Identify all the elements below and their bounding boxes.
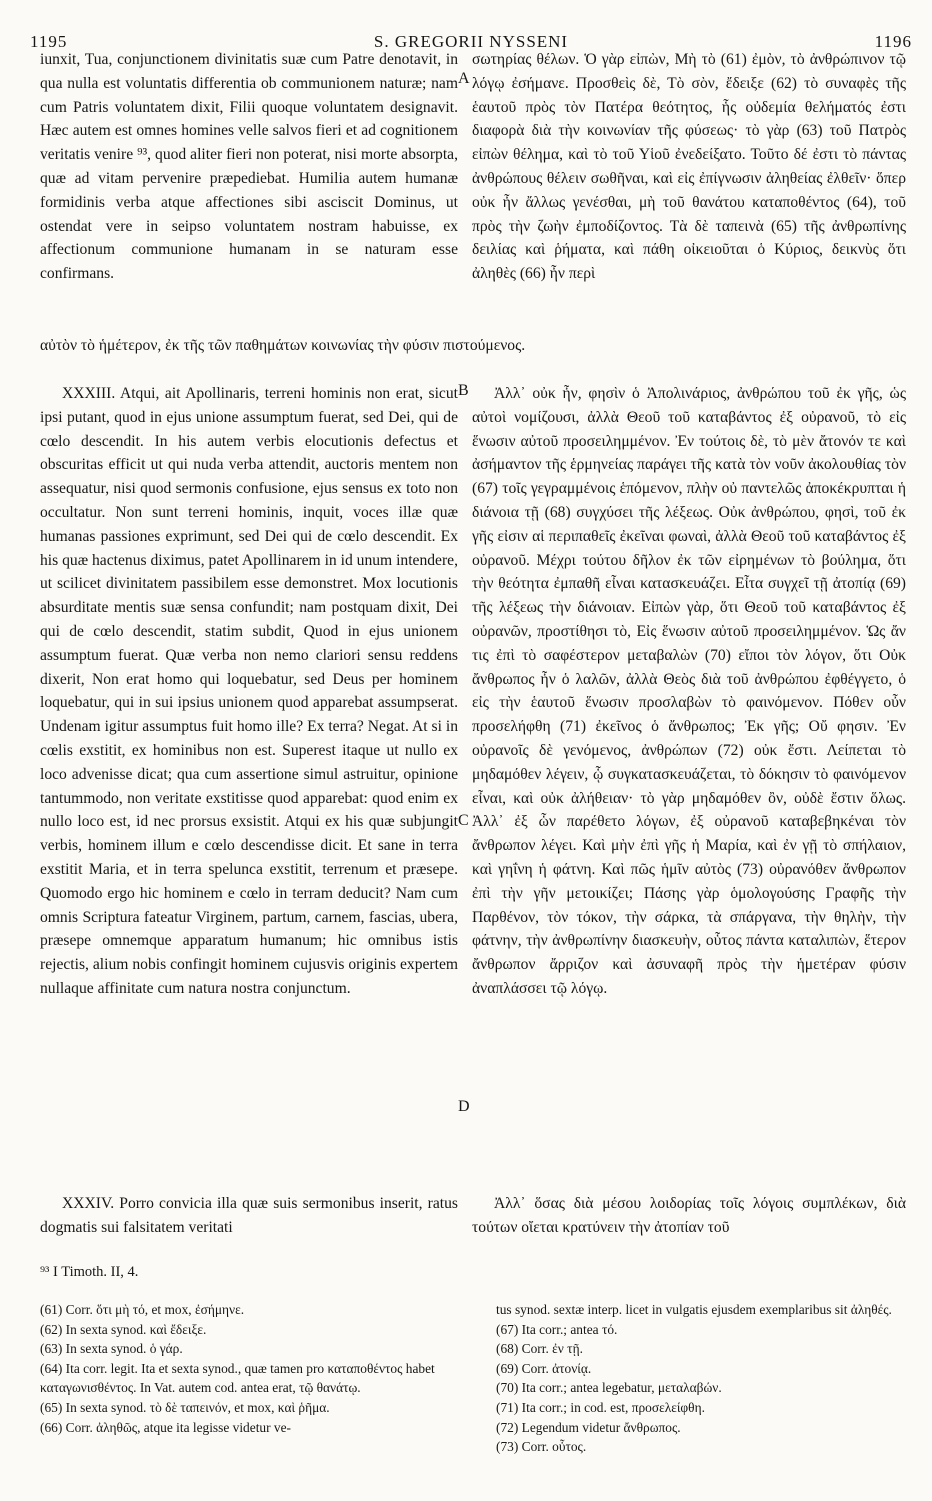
textual-note: (63) In sexta synod. ὁ γάρ. bbox=[40, 1341, 183, 1357]
greek-paragraph: Ἀλλ᾽ οὐκ ἦν, φησὶν ὁ Ἀπολινάριος, ἀνθρώπου τοῦ ἐκ γῆς, ὡς αὐτοὶ νομίζουσι, ἀλλὰ Θεοῦ τοῦ καταβάντος ἐξ οὐρανοῦ, τὸ εἰς ἕνωσιν αὐτοῦ προσειλημμένον. Ἐν τούτοις δὲ, τὸ μὲν ἄτονόν τε καὶ ἀσήμαντον τῆς ἑρμηνείας παράγει τῆς κατὰ τὸν νοῦν ἀκολουθίας τὸν (67) τοῖς γεγραμμένοις ἑπόμενον, πλὴν οὐ παντελῶς ἀποκέκρυπται ἡ διάνοια τῇ (68) συγχύσει τῆς λέξεως. Οὐκ ἀνθρώπου, φησὶ, τοῦ ἐκ γῆς εἰσιν αἱ περιπαθεῖς ἐκεῖναι φωναὶ, ἀλλὰ Θεοῦ τοῦ καταβάντος ἐξ οὐρανοῦ. Μέχρι τούτου δῆλον ἐκ τῶν εἰρημένων τὸ βούλημα, ὅτι τὴν θεότητα ἐμπαθῆ εἶναι κατασκευάζει. Εἶτα συγχεῖ τῇ ἀτοπίᾳ (69) τῆς λέξεως τὴν διάνοιαν. Εἰπὼν γὰρ, ὅτι Θεοῦ τοῦ καταβάντος ἐξ οὐρανῶν, προστίθησι τὸ, Εἰς ἕνωσιν αὐτοῦ προσειλημμένον. Ὡς ἄν τις ἐπὶ τὸ σαφέστερον μεταβαλὼν (70) εἴποι τὸν λόγον, ὅτι Οὐκ ἄνθρωπος ἦν ὁ λαλῶν, ἀλλὰ Θεὸς διὰ τοῦ ἀνθρώπου ἐφθέγγετο, ὁ εἰς τὴν ἑαυτοῦ ἕνωσιν προσλαβὼν τὸ φαινόμενον. Πόθεν οὖν προσελήφθη (71) ἐκεῖνος ὁ ἄνθρωπος; Ἐκ γῆς; Οὔ φησιν. Ἐν οὐρανοῖς δὲ γενόμενος, ἀνθρώπων (72) οὐκ ἔστι. Λείπεται τὸ μηδαμόθεν λέγειν, ᾧ συγκατασκευάζεται, τὸ δόκησιν τὸ φαινόμενον εἶναι, καὶ οὐκ ἀλήθειαν· τὸ γὰρ μηδαμόθεν ὂν, οὐδὲ ἔστιν ὅλως. Ἀλλ᾽ ἐξ ὧν παρέθετο λόγων, ἐξ οὐρανοῦ καταβεβηκέναι τὸν ἄνθρωπον λέγει. Καὶ μὴν ἐπὶ γῆς ἡ Μαρία, καὶ ἐν γῇ τὸ σπήλαιον, καὶ γηΐνη ἡ φάτνη. Καὶ πῶς ἡμῖν αὐτὸς (73) οὐρανόθεν ἄνθρωπον ἐπὶ τὴν γῆν μετοικίζει; Πάσης γὰρ ὁμολογούσης Γραφῆς τὴν Παρθένον, τὸν τόκον, τὴν σάρκα, τὰ σπάργανα, τὴν θηλὴν, τὴν φάτνην, τὴν ἀνθρωπίνην διασκευὴν, οὗτος πάντα καταλιπὼν, ἕτερον ἄνθρωπον ἄρριζον καὶ ἀσυναφῆ πρὸς τὴν ἡμετέραν φύσιν ἀναπλάσσει τῷ λόγῳ. bbox=[472, 385, 906, 997]
margin-letter-c: C bbox=[458, 812, 469, 829]
greek-paragraph: Ἀλλ᾽ ὅσας διὰ μέσου λοιδορίας τοῖς λόγοις συμπλέκων, διὰ τούτων οἴεται κρατύνειν τὴν ἀτοπίαν τοῦ bbox=[472, 1195, 906, 1236]
page-number-left: 1195 bbox=[30, 32, 68, 51]
textual-note: (72) Legendum videtur ἄνθρωπος. bbox=[496, 1419, 681, 1435]
textual-note: (67) Ita corr.; antea τό. bbox=[496, 1321, 618, 1337]
textual-note: (69) Corr. ἀτονίᾳ. bbox=[496, 1360, 592, 1376]
running-title: S. GREGORII NYSSENI bbox=[373, 32, 569, 51]
textual-note: (70) Ita corr.; antea legebatur, μεταλαβών. bbox=[496, 1380, 722, 1396]
textual-note: (64) Ita corr. legit. Ita et sexta synod., quæ tamen pro καταποθέντος habet καταγωνισθέντος. In Vat. autem cod. antea erat, τῷ θανάτῳ. bbox=[40, 1360, 435, 1396]
greek-column-block-2 bbox=[472, 382, 906, 1182]
greek-bridge-line: αὐτὸν τὸ ἡμέτερον, ἐκ τῆς τῶν παθημάτων κοινωνίας τὴν φύσιν πιστούμενος. bbox=[40, 337, 526, 354]
latin-column-block-3 bbox=[40, 1192, 458, 1240]
margin-letter-b: B bbox=[458, 382, 469, 399]
textual-note: (68) Corr. ἐν τῇ. bbox=[496, 1341, 583, 1357]
latin-paragraph: iunxit, Tua, conjunctionem divinitatis suæ cum Patre denotavit, in qua nulla est voluntatis differentia ob communionem naturæ; nam cum Patris voluntatem dixit, Filii quoque voluntatem designavit. Hæc autem est omnes homines velle salvos fieri et ad cognitionem veritatis venire ⁹³, quod aliter fieri non poterat, nisi morte absorpta, quæ ad vitam pervenire præpediebat. Humilia autem humanæ formidinis verba atque affectiones sibi asciscit Dominus, ut ostendat vere in seipso voluntatem nostram habuisse, ex affectionum communione humanam in se naturam esse confirmans. bbox=[40, 51, 458, 283]
margin-letter-d: D bbox=[458, 1098, 470, 1115]
textual-note: (62) In sexta synod. καὶ ἔδειξε. bbox=[40, 1321, 207, 1337]
running-header bbox=[30, 10, 912, 51]
textual-note: tus synod. sextæ interp. licet in vulgatis ejusdem exemplaribus sit ἀληθές. bbox=[496, 1302, 892, 1317]
greek-column-block-3 bbox=[472, 1192, 906, 1240]
textual-notes-left bbox=[40, 1300, 460, 1437]
textual-note: (61) Corr. ὅτι μὴ τό, et mox, ἐσήμηνε. bbox=[40, 1302, 245, 1317]
textual-note: (65) In sexta synod. τὸ δὲ ταπεινόν, et mox, καὶ ῥῆμα. bbox=[40, 1399, 330, 1415]
latin-column-block-2 bbox=[40, 382, 458, 1192]
textual-note: (73) Corr. οὗτος. bbox=[496, 1439, 587, 1455]
footnote-93: ⁹³ I Timoth. II, 4. bbox=[40, 1264, 139, 1280]
greek-paragraph: σωτηρίας θέλων. Ὁ γὰρ εἰπὼν, Μὴ τὸ (61) ἐμὸν, τὸ ἀνθρώπινον τῷ λόγῳ ἐσήμανε. Προσθεὶς δὲ, Τὸ σὸν, ἔδειξε (62) τὸ συναφὲς τῆς ἑαυτοῦ πρὸς τὸν Πατέρα θεότητος, ἧς οὐδεμία θελήματός ἐστι διαφορὰ διὰ τὴν κοινωνίαν τῆς φύσεως· τὸ γὰρ (63) τοῦ Πατρὸς εἰπὼν θέλημα, καὶ τὸ τοῦ Υἱοῦ ἐνεδείξατο. Τοῦτο δέ ἐστι τὸ πάντας ἀνθρώπους θέλειν σωθῆναι, καὶ εἰς ἐπίγνωσιν ἀληθείας ἐλθεῖν· ὅπερ οὐκ ἦν ἄλλως γενέσθαι, μὴ τοῦ θανάτου καταποθέντος (64), τοῦ πρὸς τὴν ζωὴν ἐμποδίζοντος. Τὰ δὲ ταπεινὰ (65) τῆς ἀνθρωπίνης δειλίας καὶ ῥήματα, καὶ πάθη οἰκειοῦται ὁ Κύριος, δεικνὺς ὅτι ἀληθὲς (66) ἦν περὶ bbox=[472, 51, 906, 283]
latin-column-block-1 bbox=[40, 48, 458, 334]
latin-paragraph: XXXIV. Porro convicia illa quæ suis sermonibus inserit, ratus dogmatis sui falsitatem veritati bbox=[40, 1195, 458, 1236]
textual-note: (71) Ita corr.; in cod. est, προσελείφθη. bbox=[496, 1399, 705, 1415]
page-number-right: 1196 bbox=[874, 32, 912, 51]
latin-paragraph: XXXIII. Atqui, ait Apollinaris, terreni hominis non erat, sicut ipsi putant, quod in ejus unione assumptum fuerat, sed Dei, qui de cœlo descendit. In his autem verbis elocutionis defectus et obscuritas efficit ut qui nuda verba attendit, auctoris mentem non assequatur, nisi quod sermonis confusione, ejus sensus ex toto non occultatur. Non sunt terreni hominis, inquit, voces illæ quæ humanas passiones exprimunt, sed Dei qui de cœlo descendit. Ex his quæ hactenus diximus, patet Apollinarem in id unum intendere, ut scilicet divinitatem passibilem esse demonstret. Mox locutionis absurditate mentis suæ sensa confundit; nam postquam dixit, Dei qui de cœlo descendit, statim subdit, Quod in ejus unionem assumptum fuerat. Quæ verba non nemo clariori sensu reddens dixerit, Non erat homo qui loquebatur, sed Deus per hominem loquebatur, qui in sui ipsius unionem quod apparebat assumpserat. Undenam igitur assumptus fuit homo ille? Ex terra? Negat. At si in cœlis exstitit, ex hominibus non est. Superest itaque ut nullo ex loco advenisse dicat; qua cum assertione simul astruitur, opinione tantummodo, non veritate exstitisse quod apparebat: quod enim ex nullo loco est, id nec prorsus exsistit. Atqui ex his quæ subjungit verbis, hominem illum e cœlo descendisse dicit. Et sane in terra exstitit Maria, et in terra spelunca exstitit, terrenum et præsepe. Quomodo ergo hic hominem e cœlo in terram deducit? Nam cum omnis Scriptura fateatur Virginem, partum, carnem, fascias, ubera, præsepe omnemque apparatum humanum; hic omnibus istis rejectis, alium nobis confingit hominem cujusvis originis expertem nullaque affinitate cum natura nostra conjunctum. bbox=[40, 385, 458, 997]
greek-column-block-1 bbox=[472, 48, 906, 358]
textual-note: (66) Corr. ἀληθῶς, atque ita legisse videtur ve- bbox=[40, 1419, 292, 1435]
textual-notes-right bbox=[496, 1300, 906, 1457]
margin-letter-a: A bbox=[458, 70, 470, 87]
